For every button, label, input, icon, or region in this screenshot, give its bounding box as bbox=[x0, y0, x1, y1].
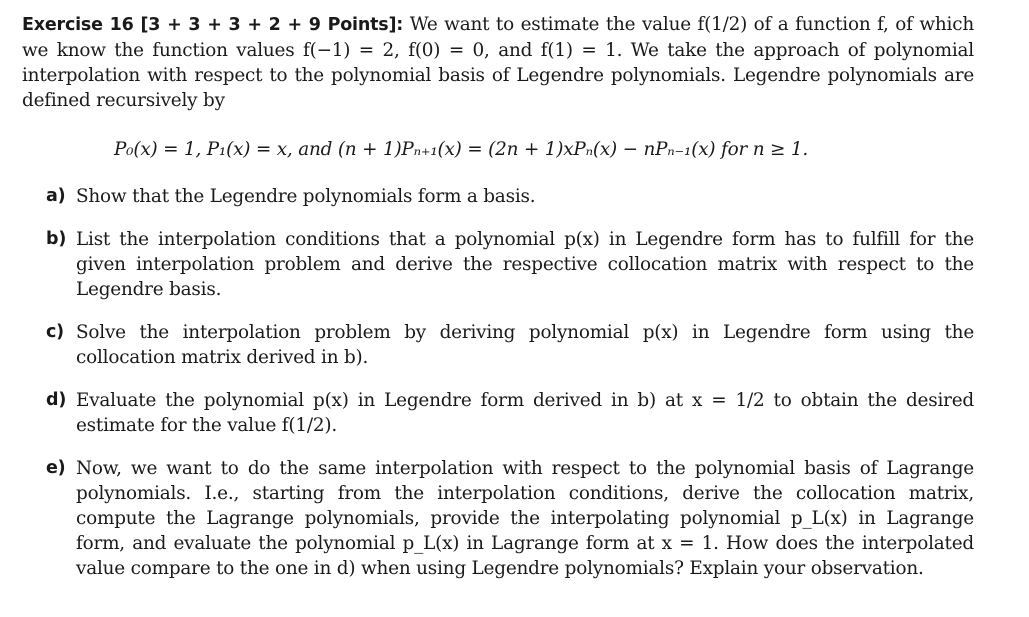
part-e-text: Now, we want to do the same interpolation with respect to the polynomial basis of Lagrange polynomials. I.e., starting from the interpolation conditions, derive the collocation matrix, compute the Lagrange polynomials, provide the interpolating polynomial p_L(x) in Lagrange form, and evaluate the polynomial p_L(x) in Lagrange form at x = 1. How does the interpolated value compare to the one in d) when using Legendre polynomials? Explain your observation. bbox=[76, 458, 974, 579]
exercise-intro-text: We want to estimate the value f(1/2) of a function f, of which we know the function values f(−1) = 2, f(0) = 0, and f(1) = 1. We take the approach of polynomial interpolation with respect to the polynomial basis of Legendre polynomials. Legendre polynomials are defined recursively by bbox=[22, 14, 974, 111]
exercise-page bbox=[22, 12, 974, 599]
exercise-intro-paragraph bbox=[22, 12, 974, 113]
exercise-title: Exercise 16 [3 + 3 + 3 + 2 + 9 Points]: bbox=[22, 15, 404, 35]
part-e-label: e) bbox=[46, 458, 66, 478]
part-a bbox=[22, 184, 974, 209]
part-d-label: d) bbox=[46, 390, 67, 410]
part-a-label: a) bbox=[46, 186, 66, 206]
part-b bbox=[22, 227, 974, 302]
part-c-text: Solve the interpolation problem by deriving polynomial p(x) in Legendre form using the collocation matrix derived in b). bbox=[76, 322, 974, 368]
part-b-label: b) bbox=[46, 229, 67, 249]
part-a-text: Show that the Legendre polynomials form a basis. bbox=[76, 186, 536, 207]
part-c-label: c) bbox=[46, 322, 64, 342]
part-e bbox=[22, 456, 974, 581]
exercise-parts-list bbox=[22, 184, 974, 581]
part-b-text: List the interpolation conditions that a polynomial p(x) in Legendre form has to fulfill for the given interpolation problem and derive the respective collocation matrix with respect to the Legendre basis. bbox=[76, 229, 974, 300]
legendre-recursion-formula: P₀(x) = 1, P₁(x) = x, and (n + 1)Pₙ₊₁(x) = (2n + 1)xPₙ(x) − nPₙ₋₁(x) for n ≥ 1. bbox=[114, 139, 808, 160]
part-c bbox=[22, 320, 974, 370]
part-d-text: Evaluate the polynomial p(x) in Legendre form derived in b) at x = 1/2 to obtain the desired estimate for the value f(1/2). bbox=[76, 390, 974, 436]
part-d bbox=[22, 388, 974, 438]
